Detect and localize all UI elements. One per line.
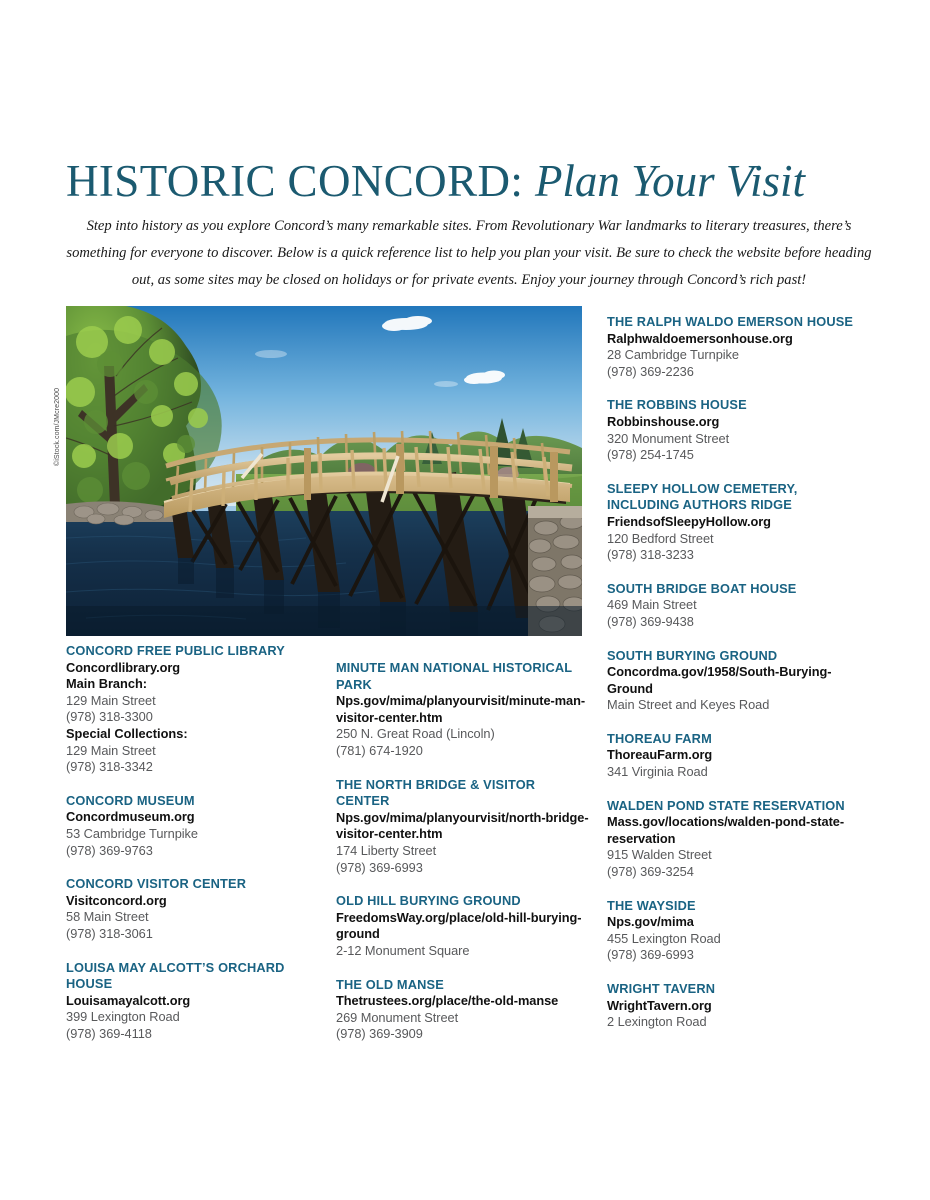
listings-column-middle xyxy=(336,660,592,1043)
listing-detail-line: (978) 318-3233 xyxy=(607,547,694,563)
listing-website-link[interactable]: Nps.gov/mima xyxy=(607,914,694,930)
listing-detail-line: 58 Main Street xyxy=(66,909,149,925)
listing-website-link[interactable]: Thetrustees.org/place/the-old-manse xyxy=(336,993,559,1009)
listing-name-minute-man-national-historical-park: MINUTE MAN NATIONAL HISTORICAL PARK xyxy=(336,660,573,692)
listing-name-concord-free-public-library: CONCORD FREE PUBLIC LIBRARY xyxy=(66,643,285,658)
listing-website-link[interactable]: FriendsofSleepyHollow.org xyxy=(607,513,771,529)
intro-paragraph: Step into history as you explore Concord’s many remarkable sites. From Revolutionary War landmarks to literary treasures, there’s something for everyone to discover. Below is a quick reference list to help you plan your visit. Be sure to check the website before heading out, as some sites may be closed on holidays or for private events. Enjoy your journey through Concord’s rich past! xyxy=(66,217,872,288)
listing-entry xyxy=(607,481,869,564)
listing-name-old-hill-burying-ground: OLD HILL BURYING GROUND xyxy=(336,893,521,909)
old-north-bridge-photo xyxy=(66,306,582,636)
listing-entry xyxy=(66,960,328,1043)
listing-website-link[interactable]: FreedomsWay.org/place/old-hill-burying-ground xyxy=(336,909,582,942)
listing-website-link[interactable]: Nps.gov/mima/planyourvisit/minute-man-visitor-center.htm xyxy=(336,693,586,725)
listing-detail-line: 2 Lexington Road xyxy=(607,1014,707,1030)
page-title xyxy=(66,154,876,208)
listing-website-link[interactable]: Concordlibrary.org xyxy=(66,659,181,675)
listing-detail-line: 174 Liberty Street xyxy=(336,842,437,858)
listing-detail-line: (978) 369-3909 xyxy=(336,1026,423,1042)
listing-detail-line: (978) 369-9763 xyxy=(66,842,153,858)
listing-detail-line: (978) 369-9438 xyxy=(607,613,694,629)
listing-entry xyxy=(336,977,592,1043)
listing-detail-line: 455 Lexington Road xyxy=(607,930,721,946)
listing-detail-line: (781) 674-1920 xyxy=(336,742,423,758)
listing-name-thoreau-farm: THOREAU FARM xyxy=(607,730,712,746)
listing-entry xyxy=(607,648,869,714)
listing-entry xyxy=(607,314,869,380)
photo-illustration xyxy=(66,306,582,636)
listing-website-link[interactable]: ThoreauFarm.org xyxy=(607,747,713,763)
listing-website-link[interactable]: Visitconcord.org xyxy=(66,892,167,908)
listing-detail-line: (978) 318-3061 xyxy=(66,925,153,941)
photo-figure xyxy=(54,306,582,636)
listing-website-link[interactable]: Concordma.gov/1958/South-Burying-Ground xyxy=(607,664,832,696)
listing-name-louisa-may-alcott-s-orchard-house: LOUISA MAY ALCOTT’S ORCHARD HOUSE xyxy=(66,959,285,992)
listing-entry xyxy=(607,581,869,631)
listing-name-the-north-bridge-visitor-center: THE NORTH BRIDGE & VISITOR CENTER xyxy=(336,776,536,809)
listing-detail-line: (978) 318-3342 xyxy=(66,759,153,775)
listings-column-right xyxy=(607,314,869,1031)
listing-detail-line: (978) 369-2236 xyxy=(607,363,694,379)
listing-entry xyxy=(66,793,328,859)
listing-detail-line: (978) 369-3254 xyxy=(607,864,694,880)
listing-website-link[interactable]: Louisamayalcott.org xyxy=(66,992,191,1008)
listing-website-link[interactable]: Concordmuseum.org xyxy=(66,809,195,825)
listing-detail-line: 28 Cambridge Turnpike xyxy=(607,347,739,363)
listing-name-south-burying-ground: SOUTH BURYING GROUND xyxy=(607,647,778,663)
listing-detail-line: 250 N. Great Road (Lincoln) xyxy=(336,726,495,742)
listing-entry xyxy=(336,660,592,760)
photo-credit: ©iStock.com/JMcre2000 xyxy=(54,387,61,466)
listing-detail-line: (978) 369-6993 xyxy=(336,859,423,875)
listing-sublabel: Special Collections: xyxy=(66,725,188,741)
listing-name-concord-visitor-center: CONCORD VISITOR CENTER xyxy=(66,876,247,892)
listing-detail-line: 341 Virginia Road xyxy=(607,764,708,780)
listing-detail-line: 129 Main Street xyxy=(66,692,156,708)
listing-detail-line: (978) 369-6993 xyxy=(607,947,694,963)
listing-detail-line: (978) 254-1745 xyxy=(607,447,694,463)
listing-detail-line: 53 Cambridge Turnpike xyxy=(66,825,198,841)
listing-name-the-ralph-waldo-emerson-house: THE RALPH WALDO EMERSON HOUSE xyxy=(607,314,854,329)
listing-detail-line: 120 Bedford Street xyxy=(607,530,714,546)
listing-detail-line: 269 Monument Street xyxy=(336,1009,459,1025)
listing-entry xyxy=(336,893,592,959)
listing-name-sleepy-hollow-cemetery-including-authors-ridge: SLEEPY HOLLOW CEMETERY, INCLUDING AUTHORS RIDGE xyxy=(607,480,798,513)
listing-detail-line: 2-12 Monument Square xyxy=(336,942,470,958)
listing-entry xyxy=(607,798,869,881)
listing-name-the-old-manse: THE OLD MANSE xyxy=(336,976,444,992)
listing-website-link[interactable]: Mass.gov/locations/walden-pond-state-reservation xyxy=(607,814,845,846)
listing-detail-line: 320 Monument Street xyxy=(607,430,730,446)
listing-detail-line: 399 Lexington Road xyxy=(66,1009,180,1025)
listing-entry xyxy=(607,981,869,1031)
listing-entry xyxy=(607,397,869,463)
listing-entry xyxy=(66,876,328,942)
listing-name-the-wayside: THE WAYSIDE xyxy=(607,897,696,913)
listing-name-the-robbins-house: THE ROBBINS HOUSE xyxy=(607,397,747,413)
listing-detail-line: (978) 369-4118 xyxy=(66,1025,152,1041)
listing-entry xyxy=(607,731,869,781)
listing-website-link[interactable]: Nps.gov/mima/planyourvisit/north-bridge-visitor-center.htm xyxy=(336,809,589,842)
listing-website-link[interactable]: Robbinshouse.org xyxy=(607,413,720,429)
listing-website-link[interactable]: WrightTavern.org xyxy=(607,997,712,1013)
listing-website-link[interactable]: Ralphwaldoemersonhouse.org xyxy=(607,330,793,346)
page-title-italic: Plan Your Visit xyxy=(534,156,806,207)
listing-detail-line: 469 Main Street xyxy=(607,597,697,613)
listing-sublabel: Main Branch: xyxy=(66,676,148,692)
page-title-regular: HISTORIC CONCORD: xyxy=(66,156,535,207)
listing-entry xyxy=(607,898,869,964)
listing-entry xyxy=(66,643,328,776)
listing-name-wright-tavern: WRIGHT TAVERN xyxy=(607,981,716,996)
listings-column-left xyxy=(66,643,328,1042)
listing-detail-line: 129 Main Street xyxy=(66,742,156,758)
listing-detail-line: (978) 318-3300 xyxy=(66,709,153,725)
listing-name-concord-museum: CONCORD MUSEUM xyxy=(66,792,195,808)
listing-name-walden-pond-state-reservation: WALDEN POND STATE RESERVATION xyxy=(607,797,845,813)
listing-detail-line: 915 Walden Street xyxy=(607,847,712,863)
listing-name-south-bridge-boat-house: SOUTH BRIDGE BOAT HOUSE xyxy=(607,580,797,596)
listing-detail-line: Main Street and Keyes Road xyxy=(607,697,770,713)
listing-entry xyxy=(336,777,592,877)
